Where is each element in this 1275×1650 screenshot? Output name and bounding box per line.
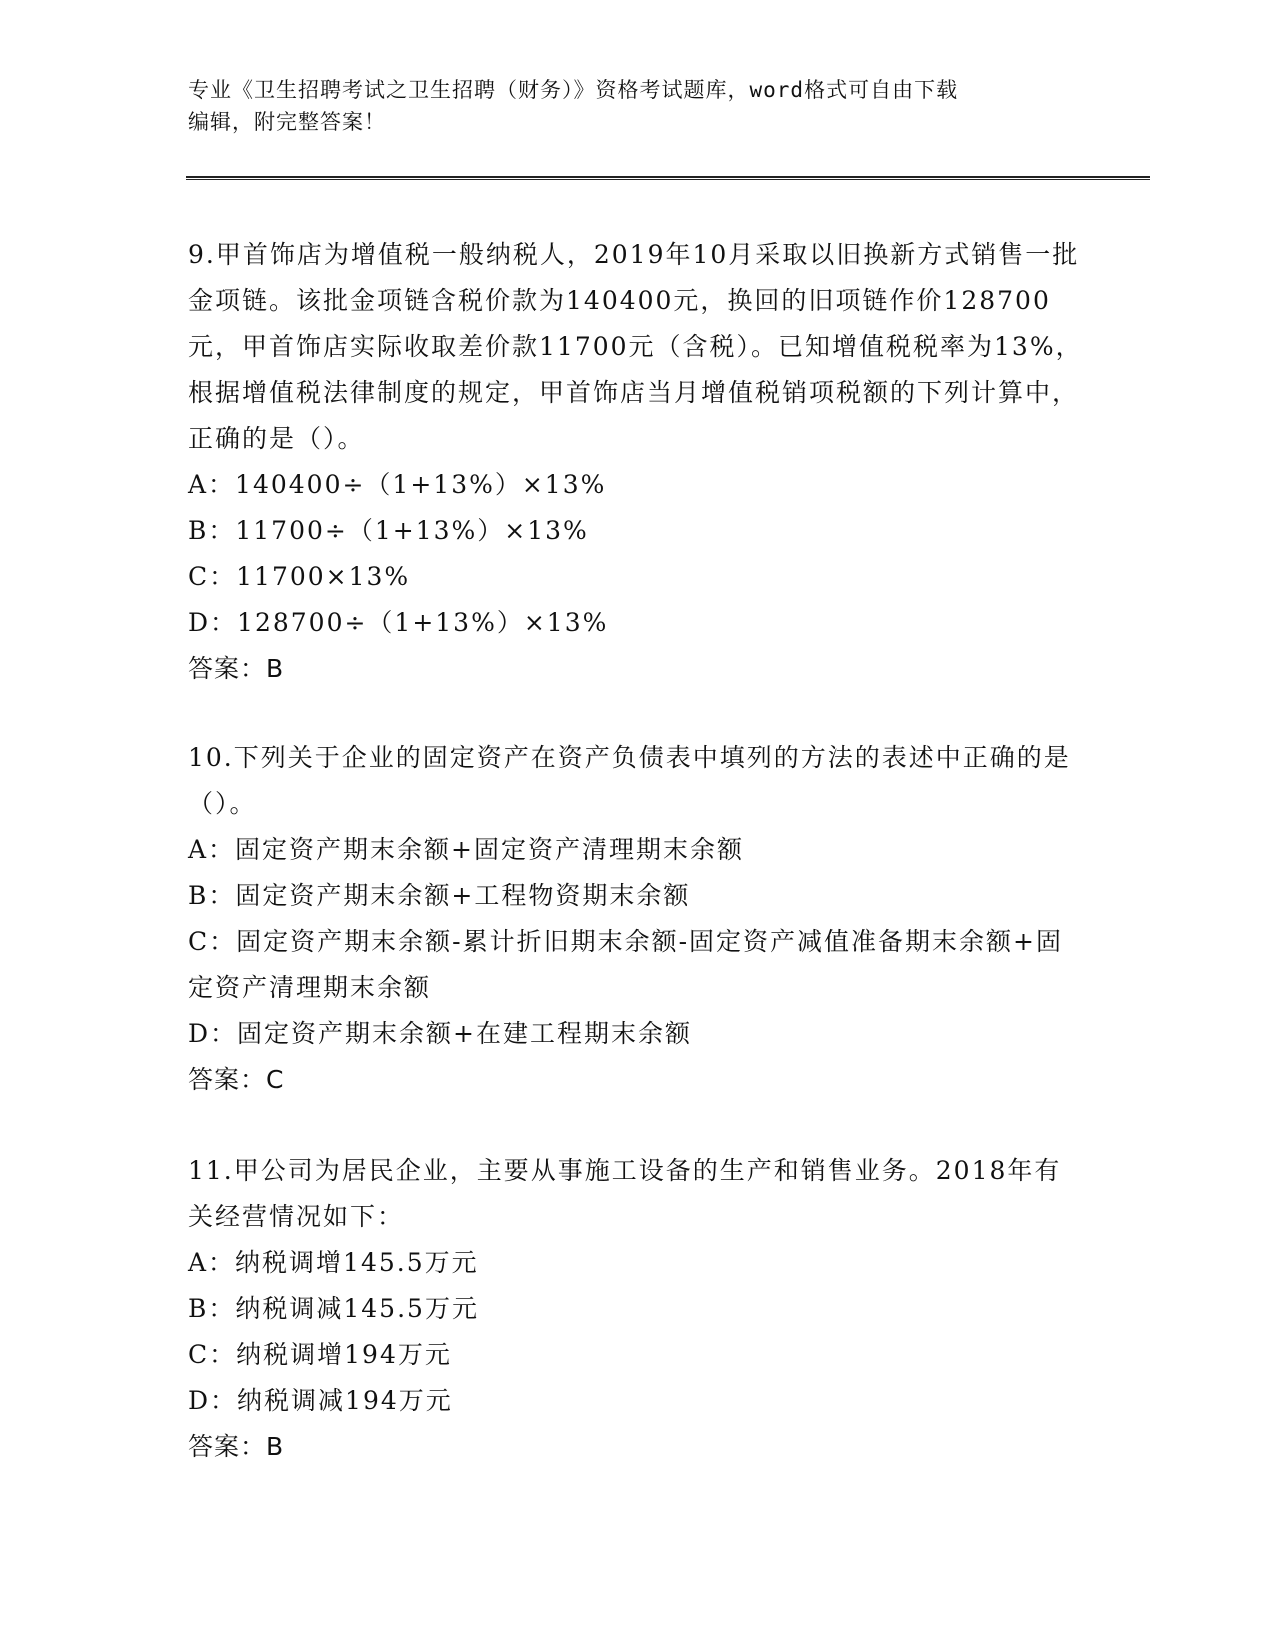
question-10 (188, 735, 1088, 1103)
option-d: D：128700÷（1+13%）×13% (188, 608, 609, 637)
document-header (188, 74, 1088, 138)
question-stem: 10.下列关于企业的固定资产在资产负债表中填列的方法的表述中正确的是（）。 (188, 743, 1071, 818)
option-b: B：固定资产期末余额+工程物资期末余额 (188, 881, 691, 910)
question-9 (188, 232, 1088, 692)
option-b: B：11700÷（1+13%）×13% (188, 516, 589, 545)
option-a: A：140400÷（1+13%）×13% (188, 470, 607, 499)
option-c: C：固定资产期末余额-累计折旧期末余额-固定资产减值准备期末余额+固定资产清理期末余额 (188, 927, 1063, 1002)
answer-label: 答案：C (188, 1065, 285, 1094)
option-a: A：固定资产期末余额+固定资产清理期末余额 (188, 835, 745, 864)
option-c: C：纳税调增194万元 (188, 1340, 452, 1369)
option-c: C：11700×13% (188, 562, 411, 591)
option-d: D：固定资产期末余额+在建工程期末余额 (188, 1019, 692, 1048)
answer-label: 答案：B (188, 654, 285, 683)
option-d: D：纳税调减194万元 (188, 1386, 453, 1415)
header-divider (186, 176, 1150, 180)
question-11 (188, 1148, 1088, 1470)
option-b: B：纳税调减145.5万元 (188, 1294, 479, 1323)
question-stem: 9.甲首饰店为增值税一般纳税人，2019年10月采取以旧换新方式销售一批金项链。该批金项链含税价款为140400元，换回的旧项链作价128700元，甲首饰店实际收取差价款11700元（含税）。已知增值税税率为13%，根据增值税法律制度的规定，甲首饰店当月增值税销项税额的下列计算中，正确的是（）。 (188, 240, 1083, 453)
option-a: A：纳税调增145.5万元 (188, 1248, 479, 1277)
question-stem: 11.甲公司为居民企业，主要从事施工设备的生产和销售业务。2018年有关经营情况如下： (188, 1156, 1062, 1231)
answer-label: 答案：B (188, 1432, 285, 1461)
header-line-2: 编辑，附完整答案！ (188, 110, 386, 134)
header-line-1: 专业《卫生招聘考试之卫生招聘（财务）》资格考试题库，word格式可自由下载 (188, 78, 959, 102)
